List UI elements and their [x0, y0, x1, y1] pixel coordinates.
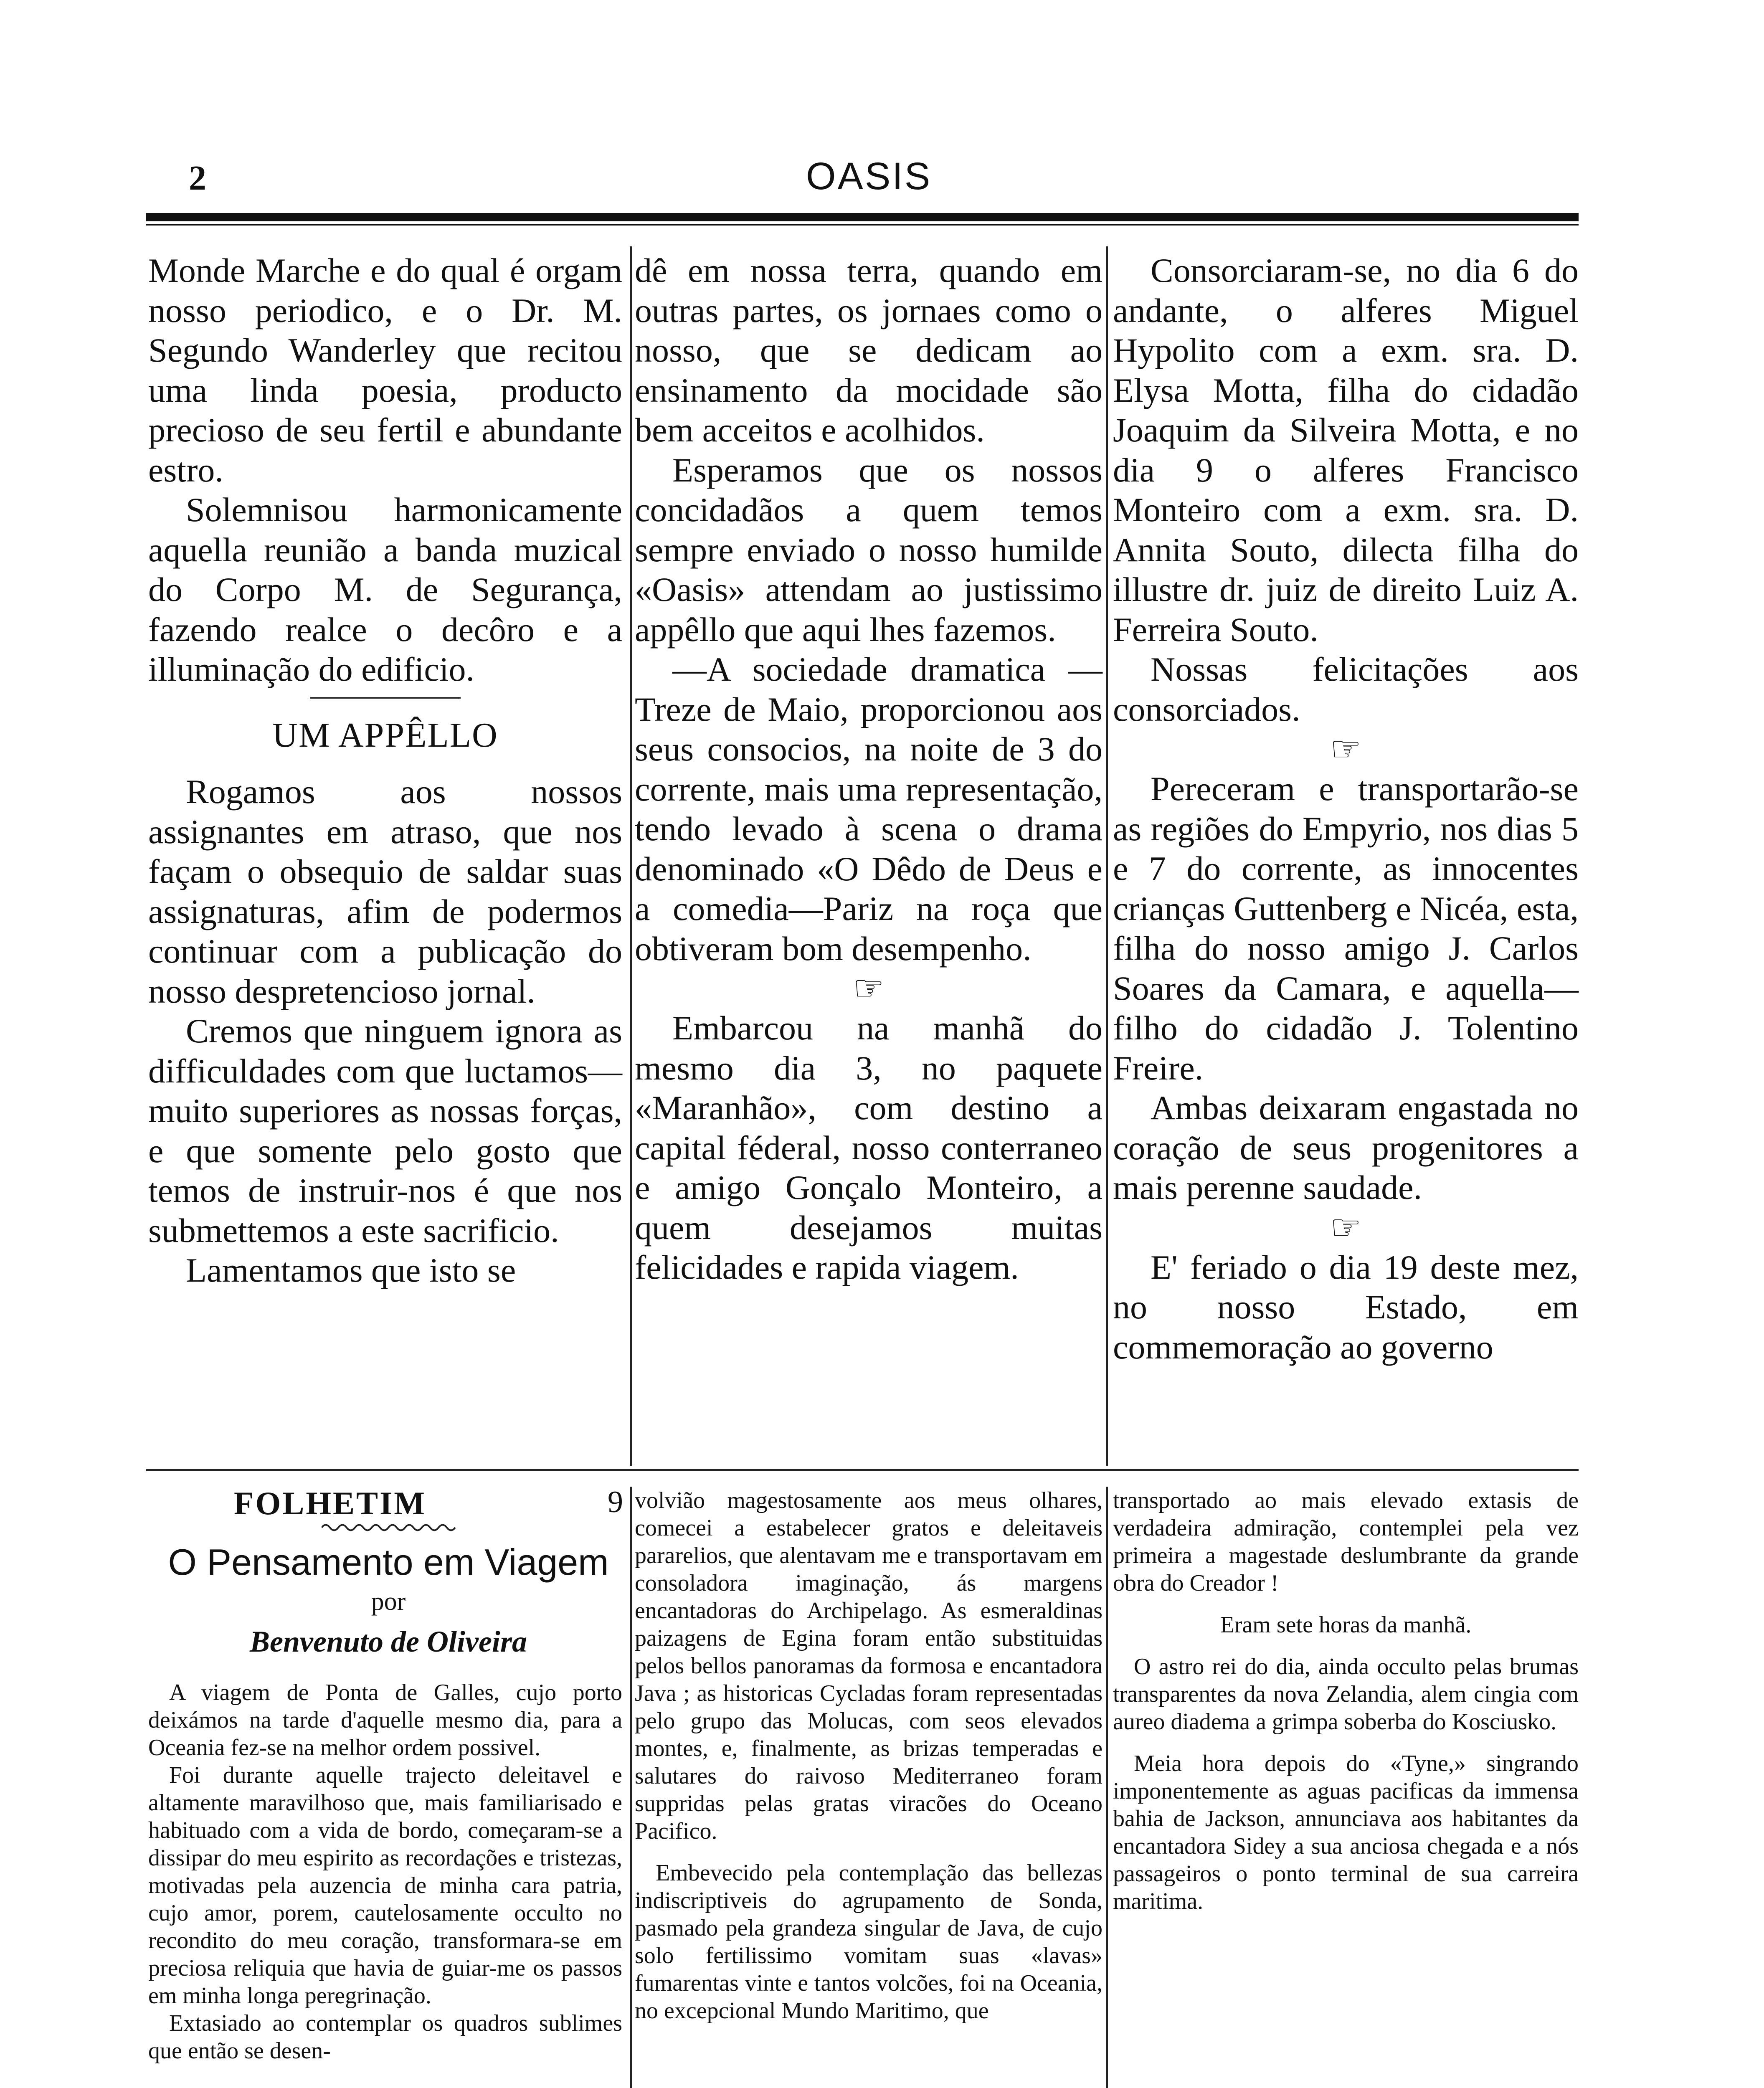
article-paragraph: Rogamos aos nossos assignantes em atraso, que nos façam o obsequio de saldar suas assignaturas, afim de podermos continuar com a publicação do nosso despretencioso jornal. [148, 773, 622, 1010]
masthead-title: OASIS [806, 155, 932, 198]
article-paragraph: Ambas deixaram engastada no coração de seus progenitores a mais perenne saudade. [1113, 1089, 1579, 1206]
article-paragraph: Lamentamos que isto se [186, 1251, 516, 1289]
column-divider [1106, 246, 1108, 1466]
pointing-hand-icon: ☞ [853, 968, 885, 1009]
page-number: 2 [189, 159, 206, 198]
folhetim-column-1 [148, 1679, 622, 2065]
folhetim-top-rule [146, 1469, 1579, 1471]
folhetim-number: 9 [608, 1485, 623, 1519]
folhetim-paragraph: O astro rei do dia, ainda occulto pelas brumas transparentes da nova Zelandia, alem cingia com aureo diadema a grimpa soberba do Kosciusko. [1113, 1654, 1579, 1735]
folhetim-paragraph: transportado ao mais elevado extasis de verdadeira admiração, contemplei pela vez primeira a magestade deslumbrante da grande obra do Creador ! [1113, 1487, 1579, 1596]
header-rule [146, 213, 1579, 221]
section-divider [310, 697, 461, 699]
article-paragraph: Esperamos que os nossos concidadãos a quem temos sempre enviado o nosso humilde «Oasis» attendam ao justissimo appêllo que aqui lhes fazemos. [635, 451, 1102, 649]
article-column-3 [1113, 251, 1579, 1367]
wavy-ornament-icon [322, 1522, 459, 1533]
folhetim-column-3 [1113, 1487, 1579, 1915]
pointing-hand-icon: ☞ [1330, 728, 1362, 769]
article-paragraph: Cremos que ninguem ignora as difficuldades com que luctamos—muito superiores as nossas forças, e que somente pelo gosto que temos de instruir-nos é que nos submettemos a este sacrificio. [148, 1012, 622, 1249]
article-paragraph: dê em nossa terra, quando em outras partes, os jornaes como o nosso, que se dedicam ao ensinamento da mocidade são bem acceitos e acolhidos. [635, 251, 1102, 449]
article-paragraph: Solemnisou harmonicamente aquella reunião a banda muzical do Corpo M. de Segurança, fazendo realce o decôro e a illuminação do edificio. [148, 491, 622, 688]
article-paragraph: Embarcou na manhã do mesmo dia 3, no paquete «Maranhão», com destino a capital féderal, nosso conterraneo e amigo Gonçalo Monteiro, a quem desejamos muitas felicidades e rapida viagem. [635, 1009, 1102, 1286]
folhetim-paragraph: Foi durante aquelle trajecto deleitavel e altamente maravilhoso que, mais familiarisado e habituado com a vida de bordo, começaram-se a dissipar do meu espirito as recordações e tristezas, motivadas pela auzencia de minha cara patria, cujo amor, porem, cautelosamente occulto no recondito do meu coração, transformara-se em preciosa reliquia que havia de guiar-me os passos em minha longa peregrinação. [148, 1762, 622, 2009]
article-paragraph: Nossas felicitações aos consorciados. [1113, 650, 1579, 728]
column-divider [1106, 1487, 1108, 2088]
folhetim-label: FOLHETIM [234, 1485, 427, 1521]
header-rule-thin [146, 224, 1579, 226]
story-author: Benvenuto de Oliveira [250, 1625, 527, 1658]
article-paragraph: Consorciaram-se, no dia 6 do andante, o alferes Miguel Hypolito com a exm. sra. D. Elysa Motta, filha do cidadão Joaquim da Silveira Motta, e no dia 9 o alferes Francisco Monteiro com a exm. sra. D. Annita Souto, dilecta filha do illustre dr. juiz de direito Luiz A. Ferreira Souto. [1113, 251, 1579, 649]
article-paragraph: Monde Marche e do qual é orgam nosso periodico, e o Dr. M. Segundo Wanderley que recitou uma linda poesia, producto precioso de seu fertil e abundante estro. [148, 251, 622, 489]
section-title: UM APPÊLLO [272, 715, 498, 755]
article-paragraph: Pereceram e transportarão-se as regiões do Empyrio, nos dias 5 e 7 do corrente, as innocentes crianças Guttenberg e Nicéa, esta, filha do nosso amigo J. Carlos Soares da Camara, e aquella— filho do cidadão J. Tolentino Freire. [1113, 770, 1579, 1087]
column-divider [630, 246, 632, 1466]
article-paragraph: E' feriado o dia 19 deste mez, no nosso Estado, em commemoração ao governo [1113, 1248, 1579, 1366]
column-divider [630, 1487, 632, 2088]
folhetim-paragraph: Embevecido pela contemplação das bellezas indiscriptiveis do agrupamento de Sonda, pasmado pela grandeza singular de Java, de cujo solo fertilissimo vomitam suas «lavas» fumarentas vinte e tantos volcões, foi na Oceania, no excepcional Mundo Maritimo, que [635, 1860, 1102, 2024]
folhetim-column-2 [635, 1487, 1102, 2025]
story-title: O Pensamento em Viagem [168, 1541, 609, 1583]
folhetim-paragraph: volvião magestosamente aos meus olhares, comecei a estabelecer gratos e deleitaveis pararelios, que alentavam me e transportavam em consoladora imaginação, ás margens encantadoras do Archipelago. As esmeraldinas paizagens de Egina foram então substituidas pelos bellos panoramas da formosa e encantadora Java ; as historicas Cycladas foram representadas pelo grupo das Molucas, com seos elevados montes, e, finalmente, as brizas temperadas e salutares do raivoso Mediterraneo foram suppridas pelas gratas viracões do Oceano Pacifico. [635, 1487, 1102, 1844]
folhetim-paragraph: A viagem de Ponta de Galles, cujo porto deixámos na tarde d'aquelle mesmo dia, para a Oceania fez-se na melhor ordem possivel. [148, 1680, 622, 1761]
article-column-1 [148, 251, 622, 1290]
folhetim-paragraph: Extasiado ao contemplar os quadros sublimes que então se desen- [148, 2010, 622, 2064]
article-paragraph: —A sociedade dramatica — Treze de Maio, proporcionou aos seus consocios, na noite de 3 do corrente, mais uma representação, tendo levado à scena o drama denominado «O Dêdo de Deus e a comedia—Pariz na roça que obtiveram bom desempenho. [635, 650, 1102, 968]
pointing-hand-icon: ☞ [1330, 1206, 1362, 1248]
folhetim-paragraph: Meia hora depois do «Tyne,» singrando imponentemente as aguas pacificas da immensa bahia de Jackson, annunciava aos habitantes da encantadora Sidey a sua anciosa chegada e a nós passageiros o ponto terminal de sua carreira maritima. [1113, 1751, 1579, 1914]
folhetim-paragraph: Eram sete horas da manhã. [1220, 1612, 1472, 1638]
article-column-2 [635, 251, 1102, 1287]
story-byline-por: por [371, 1587, 406, 1616]
